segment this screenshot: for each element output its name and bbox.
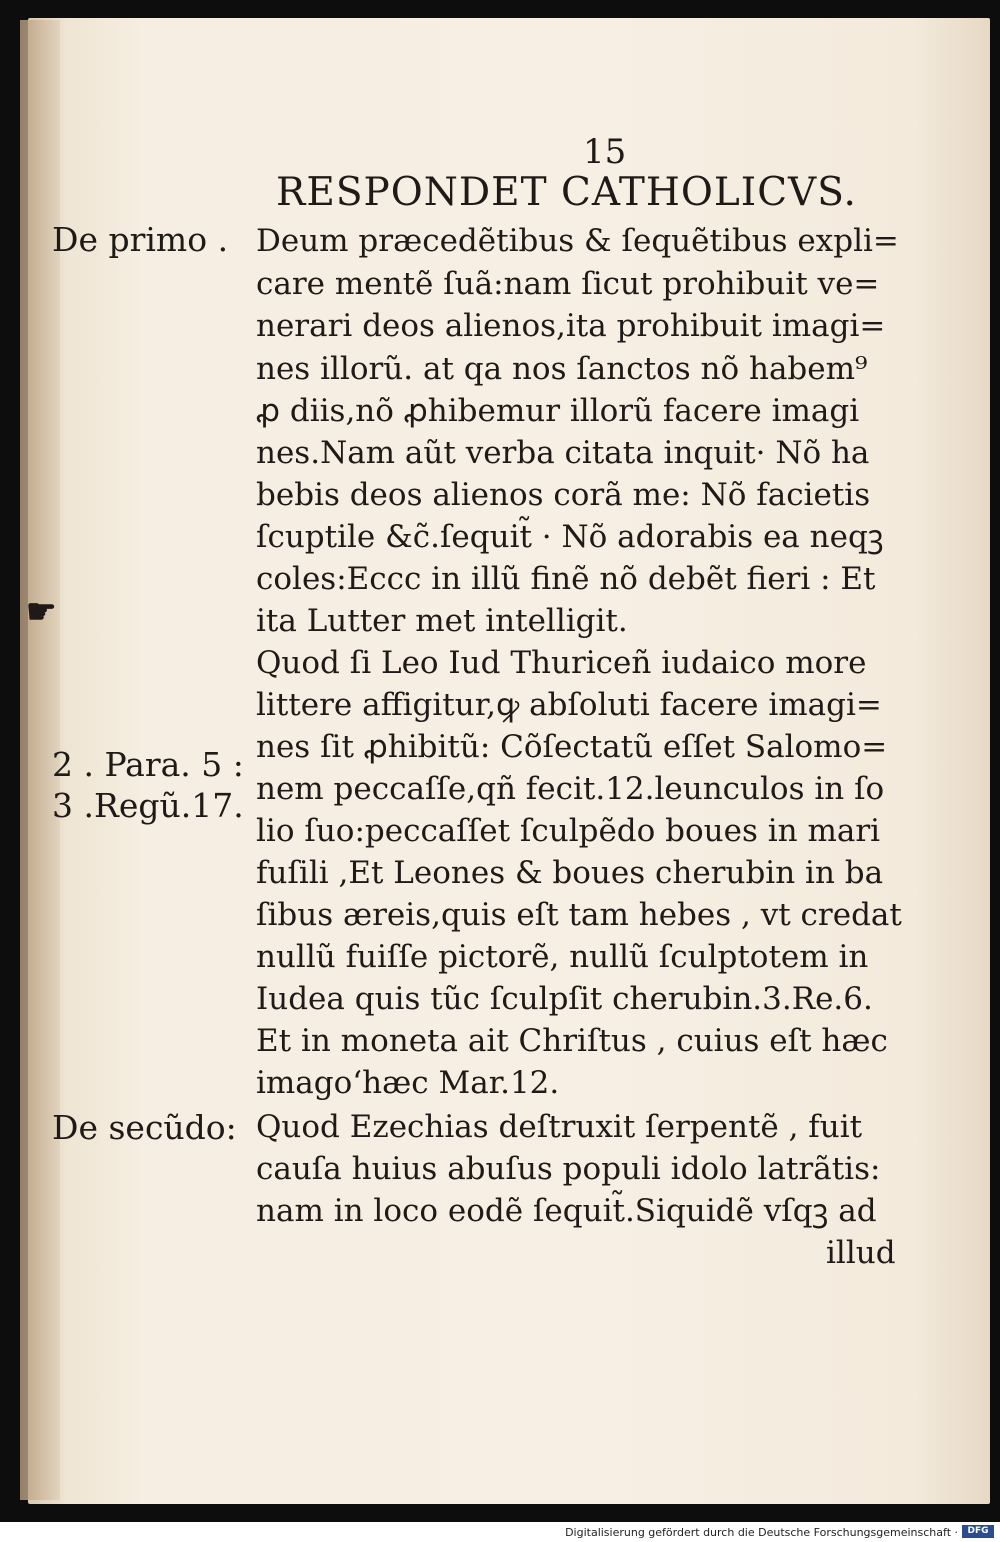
margin-note: De secũdo: bbox=[52, 1108, 237, 1147]
text-line: Quod Ezechias deſtruxit ſerpentẽ , fuit bbox=[256, 1109, 863, 1145]
text-line: cauſa huius abuſus populi idolo latrãtis: bbox=[256, 1151, 881, 1187]
text-line: nullũ fuiſſe pictorẽ, nullũ ſculptotem in bbox=[256, 939, 869, 975]
text-line: Iudea quis tũc ſculpſit cherubin.3.Re.6. bbox=[256, 981, 873, 1017]
text-line: Deum præcedẽtibus & ſequẽtibus expli= bbox=[256, 223, 899, 259]
text-line: nam in loco eodẽ ſequit̃.Siquidẽ vſqꝫ ad bbox=[256, 1193, 877, 1229]
dfg-logo: DFG bbox=[962, 1525, 994, 1538]
footer-credit: Digitalisierung gefördert durch die Deutsche Forschungsgemeinschaft · bbox=[565, 1526, 958, 1539]
text-line: nes.Nam aũt verba citata inquit· Nõ ha bbox=[256, 435, 870, 471]
page-number: 15 bbox=[583, 132, 627, 172]
text-line: Et in moneta ait Chriſtus , cuius eſt hæc bbox=[256, 1023, 888, 1059]
text-line: ſibus æreis,quis eſt tam hebes , vt credat bbox=[256, 897, 902, 933]
text-line: fuſili ,Et Leones & boues cherubin in ba bbox=[256, 855, 884, 891]
margin-note: 3 .Regũ.17. bbox=[52, 786, 244, 825]
text-line: bebis deos alienos corã me: Nõ facietis bbox=[256, 477, 871, 513]
text-line: nem peccaſſe,qñ fecit.12.leunculos in ſo bbox=[256, 771, 885, 807]
text-line: Quod ſi Leo Iud Thuriceñ iudaico more bbox=[256, 645, 867, 681]
manicule-icon: ☛ bbox=[26, 592, 57, 632]
text-line: ita Lutter met intelligit. bbox=[256, 603, 628, 639]
text-line: ꝓ diis,nõ ꝓhibemur illorũ facere imagi bbox=[256, 393, 860, 429]
text-line: littere affigitur,ꝙ abſoluti facere imagi= bbox=[256, 687, 882, 723]
text-line: coles:Eccc in illũ finẽ nõ debẽt fieri : Et bbox=[256, 561, 876, 597]
text-line: care mentẽ ſuã:nam ſicut prohibuit ve= bbox=[256, 266, 880, 302]
text-line: imago‘hæc Mar.12. bbox=[256, 1065, 560, 1101]
text-line: nerari deos alienos,ita prohibuit imagi= bbox=[256, 308, 886, 344]
catchword: illud bbox=[826, 1235, 896, 1271]
text-line: ſcuptile &c̃.ſequit̃ · Nõ adorabis ea neqꝫ bbox=[256, 519, 884, 555]
running-head: RESPONDET CATHOLICVS. bbox=[276, 170, 857, 215]
text-line: nes ſit ꝓhibitũ: Cõſectatũ eſſet Salomo= bbox=[256, 729, 888, 765]
margin-note: De primo . bbox=[52, 220, 229, 259]
text-line: lio ſuo:peccaſſet ſculpẽdo boues in mari bbox=[256, 813, 881, 849]
text-line: nes illorũ. at qa nos ſanctos nõ habem⁹ bbox=[256, 351, 868, 387]
margin-note: 2 . Para. 5 : bbox=[52, 745, 244, 784]
